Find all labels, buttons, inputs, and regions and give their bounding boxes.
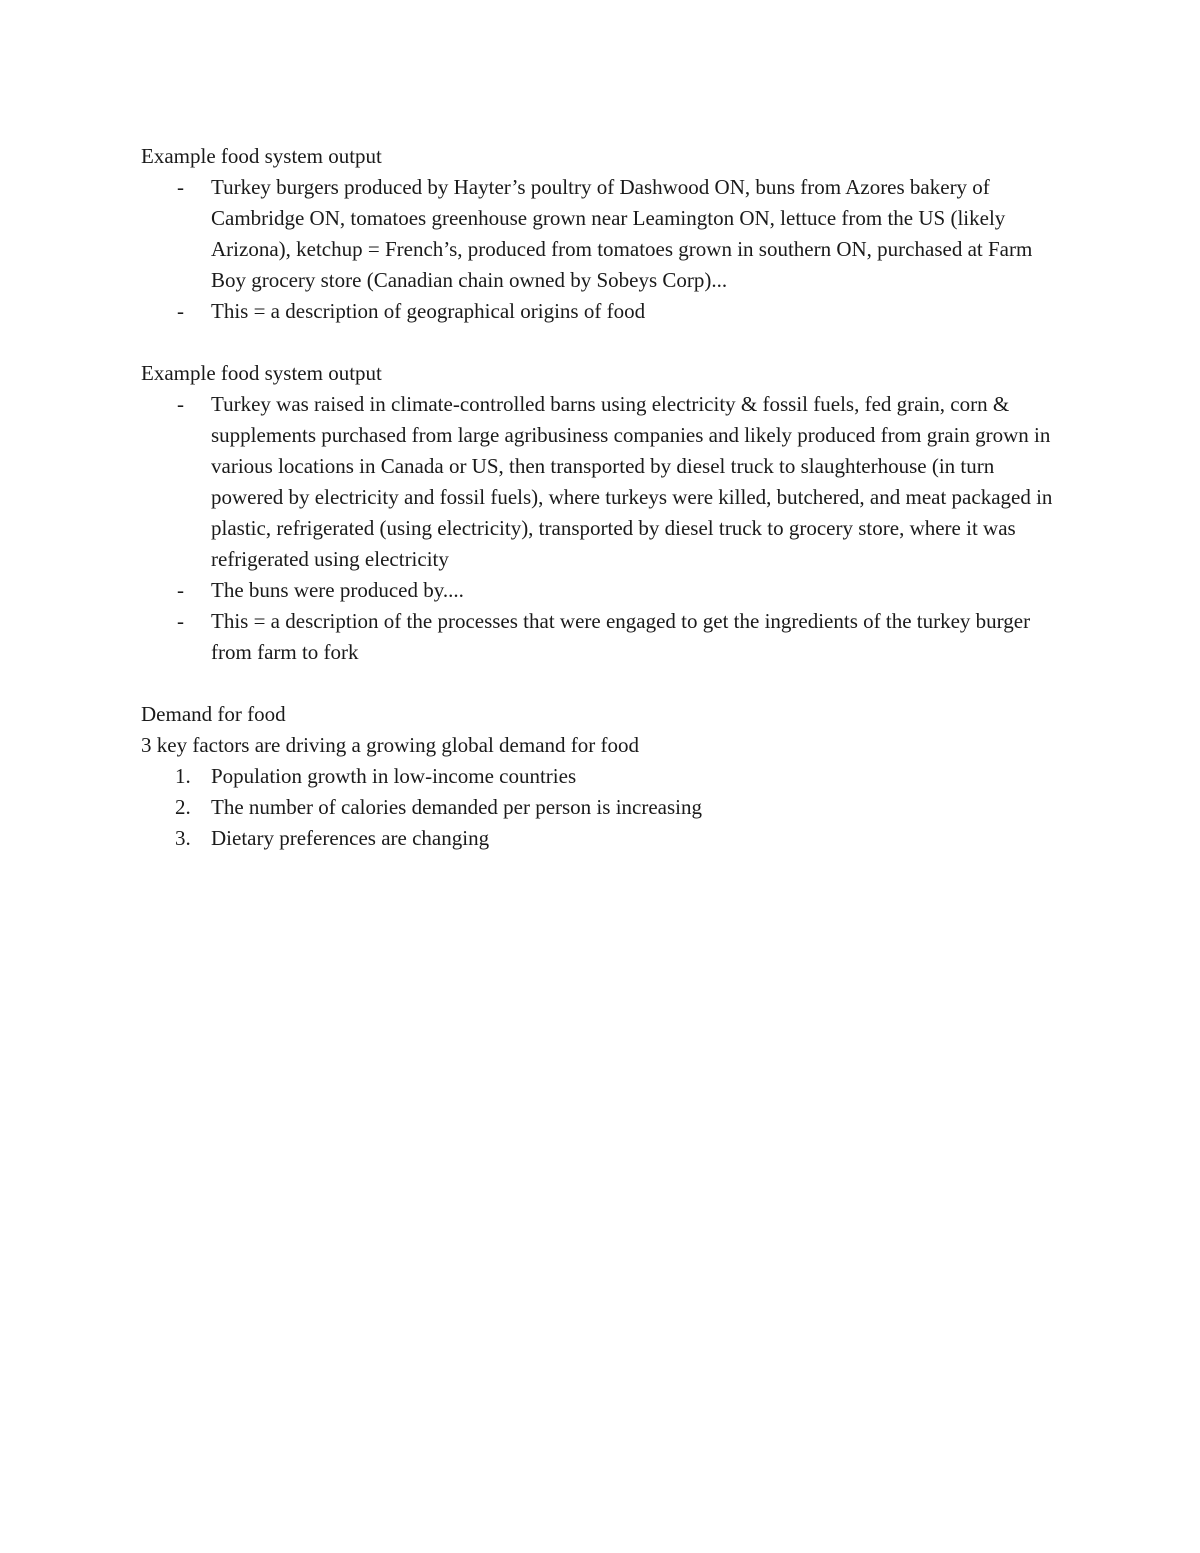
list-item [141, 575, 1061, 606]
bullet-list [141, 389, 1061, 668]
dash-marker: - [177, 609, 184, 633]
list-item [141, 823, 1061, 854]
bullet-list [141, 172, 1061, 327]
number-marker: 3. [175, 826, 191, 850]
list-item-text: This = a description of geographical origins of food [211, 299, 646, 323]
section-title: Example food system output [141, 361, 382, 385]
dash-marker: - [177, 392, 184, 416]
list-item-text: Dietary preferences are changing [211, 826, 490, 850]
list-item-text: Turkey burgers produced by Hayter’s poultry of Dashwood ON, buns from Azores bakery of Cambridge ON, tomatoes greenhouse grown near Leamington ON, lettuce from the US (likely Arizona), ketchup = French’s, produced from tomatoes grown in southern ON, purchased at Farm Boy grocery store (Canadian chain owned by Sobeys Corp)... [211, 175, 1033, 292]
section-title: Demand for food [141, 702, 286, 726]
list-item-text: Turkey was raised in climate-controlled barns using electricity & fossil fuels, fed grain, corn & supplements purchased from large agribusiness companies and likely produced from grain grown in various locations in Canada or US, then transported by diesel truck to slaughterhouse (in turn powered by electricity and fossil fuels), where turkeys were killed, butchered, and meat packaged in plastic, refrigerated (using electricity), transported by diesel truck to grocery store, where it was refrigerated using electricity [211, 392, 1053, 571]
list-item-text: This = a description of the processes that were engaged to get the ingredients of the turkey burger from farm to fork [211, 609, 1031, 664]
list-item [141, 172, 1061, 296]
section-geographical-origins [141, 141, 1061, 327]
list-item [141, 792, 1061, 823]
section-processes [141, 358, 1061, 668]
section-intro: 3 key factors are driving a growing global demand for food [141, 733, 640, 757]
list-item [141, 606, 1061, 668]
dash-marker: - [177, 578, 184, 602]
list-item [141, 296, 1061, 327]
dash-marker: - [177, 299, 184, 323]
number-marker: 1. [175, 764, 191, 788]
section-title: Example food system output [141, 144, 382, 168]
section-demand-for-food [141, 699, 1061, 854]
list-item-text: The number of calories demanded per person is increasing [211, 795, 702, 819]
list-item-text: Population growth in low-income countries [211, 764, 577, 788]
number-marker: 2. [175, 795, 191, 819]
list-item-text: The buns were produced by.... [211, 578, 464, 602]
list-item [141, 761, 1061, 792]
list-item [141, 389, 1061, 575]
numbered-list [141, 761, 1061, 854]
document-page [141, 141, 1061, 885]
dash-marker: - [177, 175, 184, 199]
